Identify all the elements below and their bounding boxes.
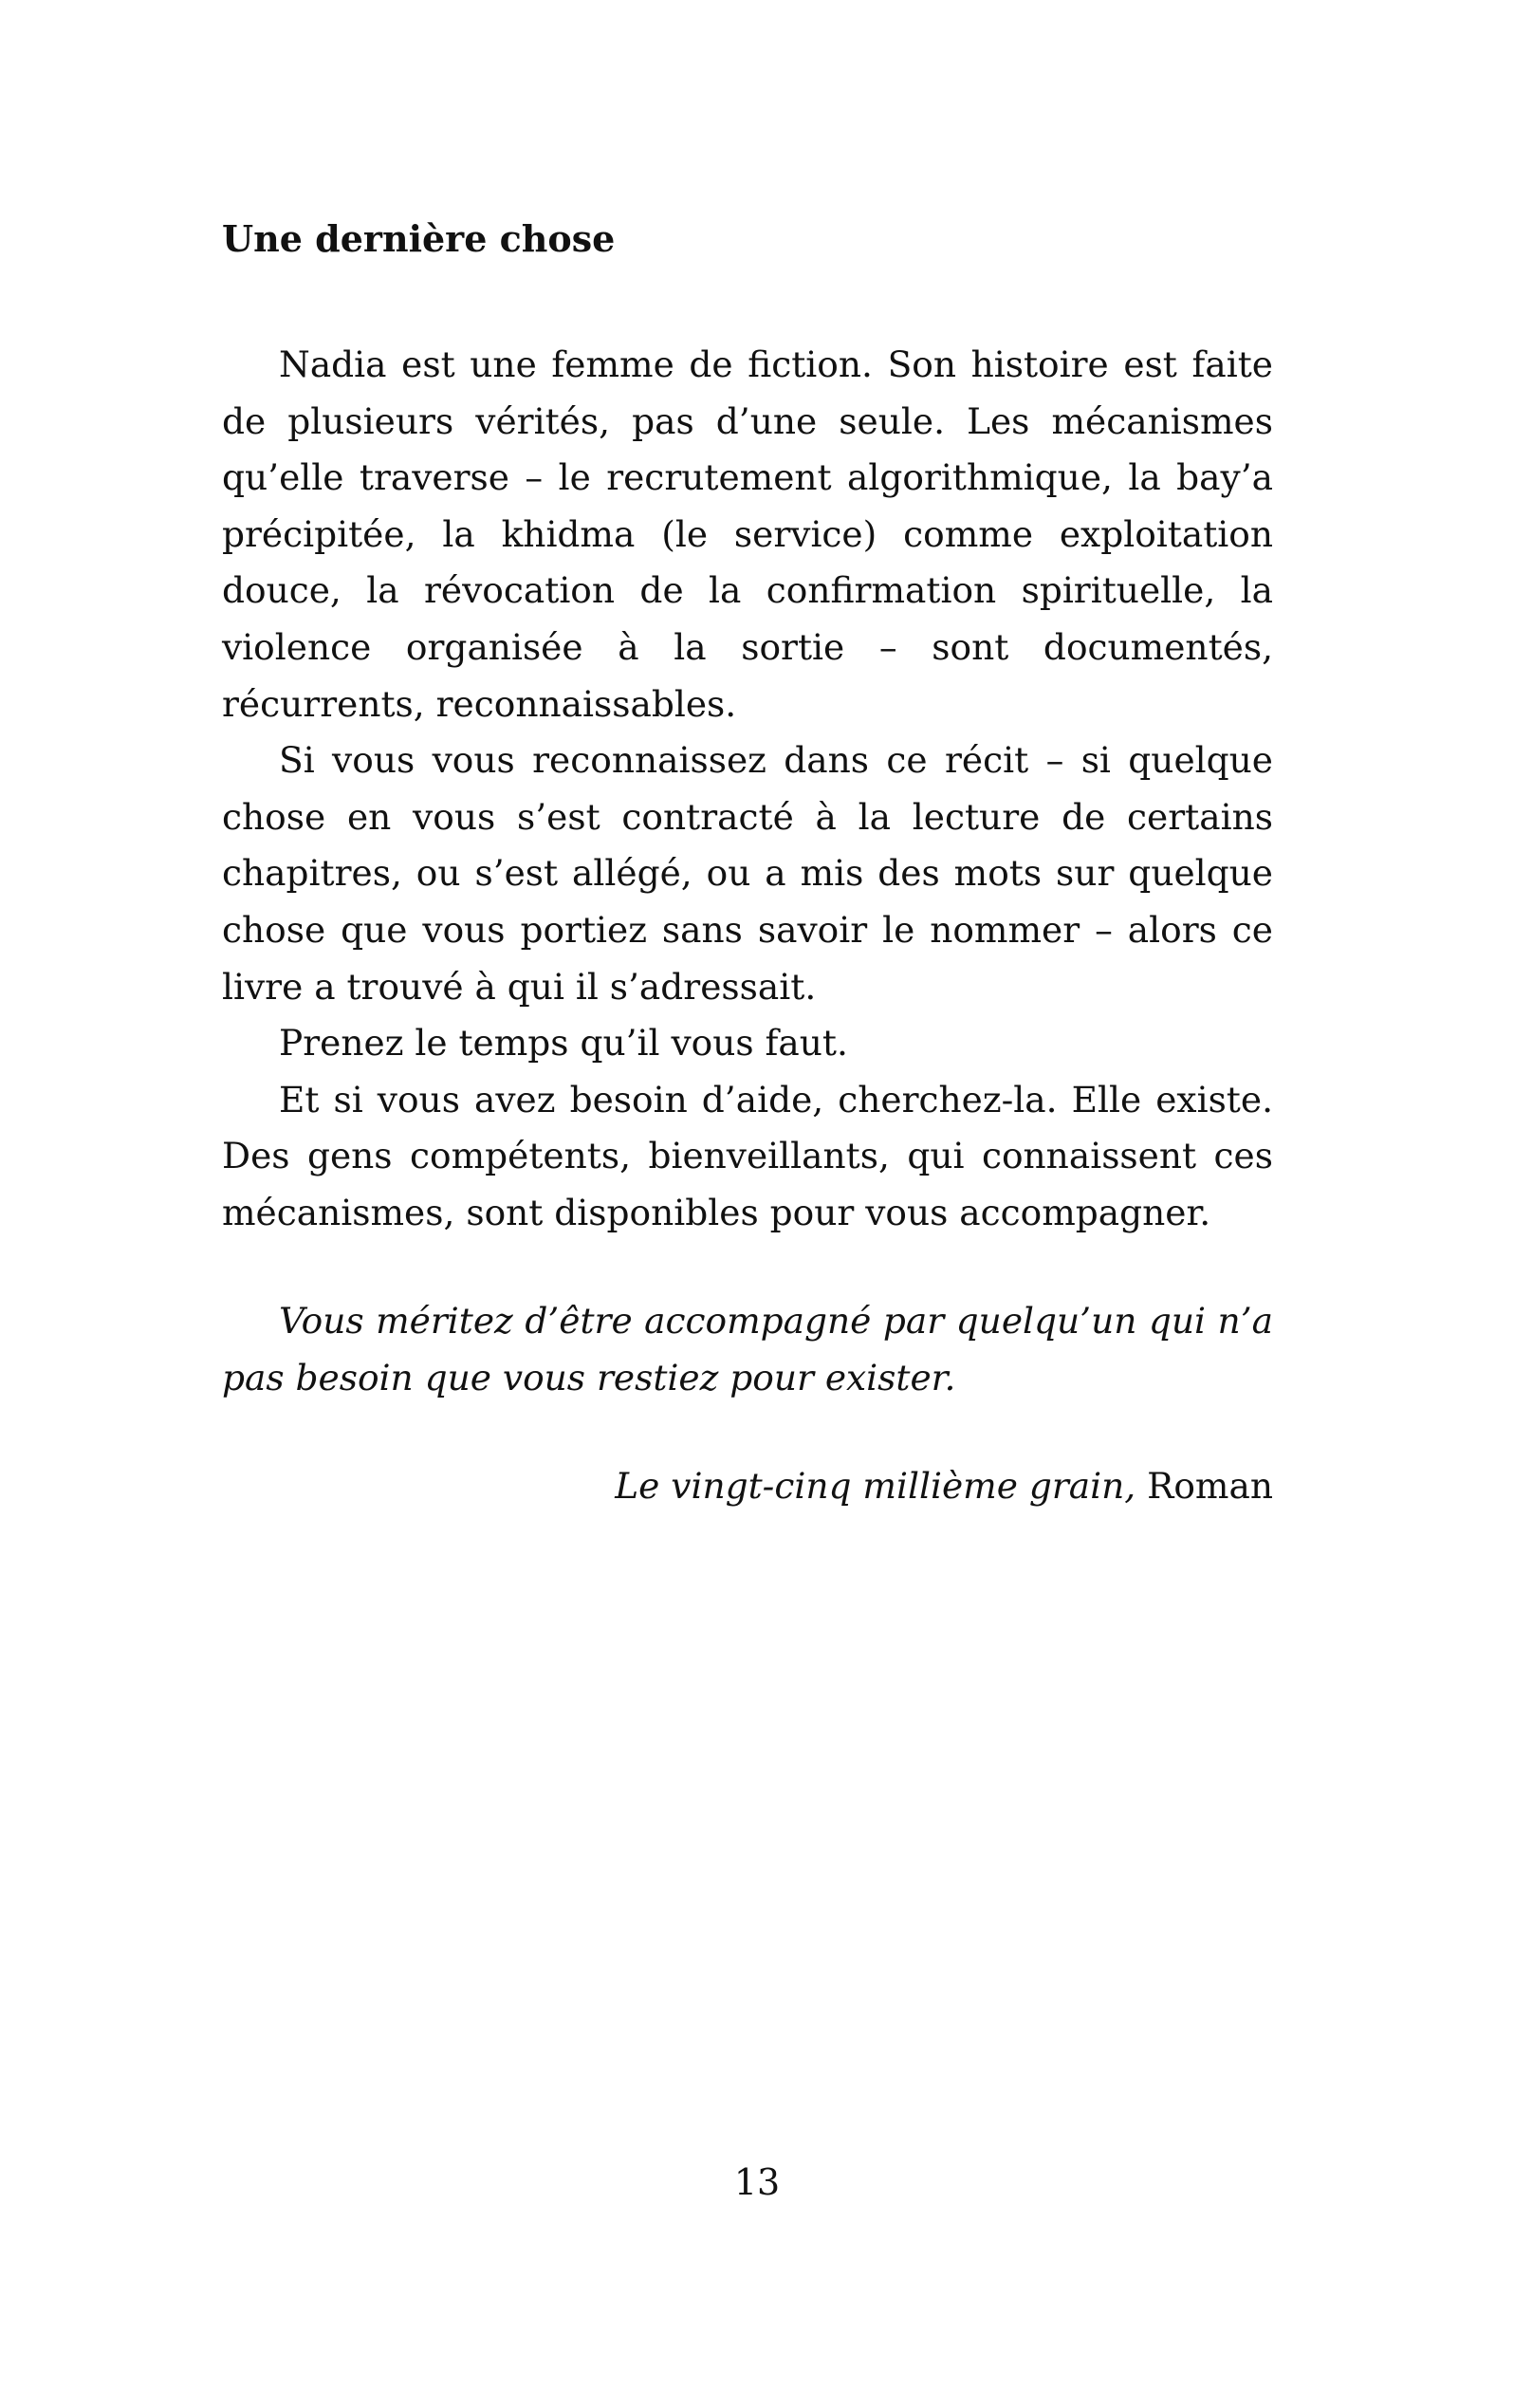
attribution bbox=[615, 1457, 1273, 1514]
paragraph: Prenez le temps qu’il vous faut. bbox=[279, 1022, 848, 1065]
book-title: Le vingt-cinq millième grain, bbox=[615, 1465, 1136, 1507]
closing-quote: Vous méritez d’être accompagné par quelqu’un qui n’a pas besoin que vous restiez pour exister. bbox=[222, 1300, 1273, 1398]
book-genre: Roman bbox=[1147, 1465, 1273, 1507]
paragraph: Nadia est une femme de fiction. Son histoire est faite de plusieurs vérités, pas d’une seule. Les mécanismes qu’elle traverse – le recrutement algorithmique, la bay’a précipitée, la khidma (le service) comme exploitation douce, la révocation de la confirmation spirituelle, la violence organisée à la sortie – sont documentés, récurrents, reconnaissables. bbox=[222, 343, 1273, 725]
paragraph: Si vous vous reconnaissez dans ce récit – si quelque chose en vous s’est contracté à la lecture de certains chapitres, ou s’est allégé, ou a mis des mots sur quelque chose que vous portiez sans savoir le nommer – alors ce livre a trouvé à qui il s’adressait. bbox=[222, 739, 1273, 1008]
paragraph: Et si vous avez besoin d’aide, cherchez-la. Elle existe. Des gens compétents, bienveillants, qui connaissent ces mécanismes, sont disponibles pour vous accompagner. bbox=[222, 1078, 1273, 1233]
page-number: 13 bbox=[733, 2161, 781, 2203]
body-text bbox=[222, 337, 1273, 1242]
section-heading: Une dernière chose bbox=[222, 217, 616, 260]
